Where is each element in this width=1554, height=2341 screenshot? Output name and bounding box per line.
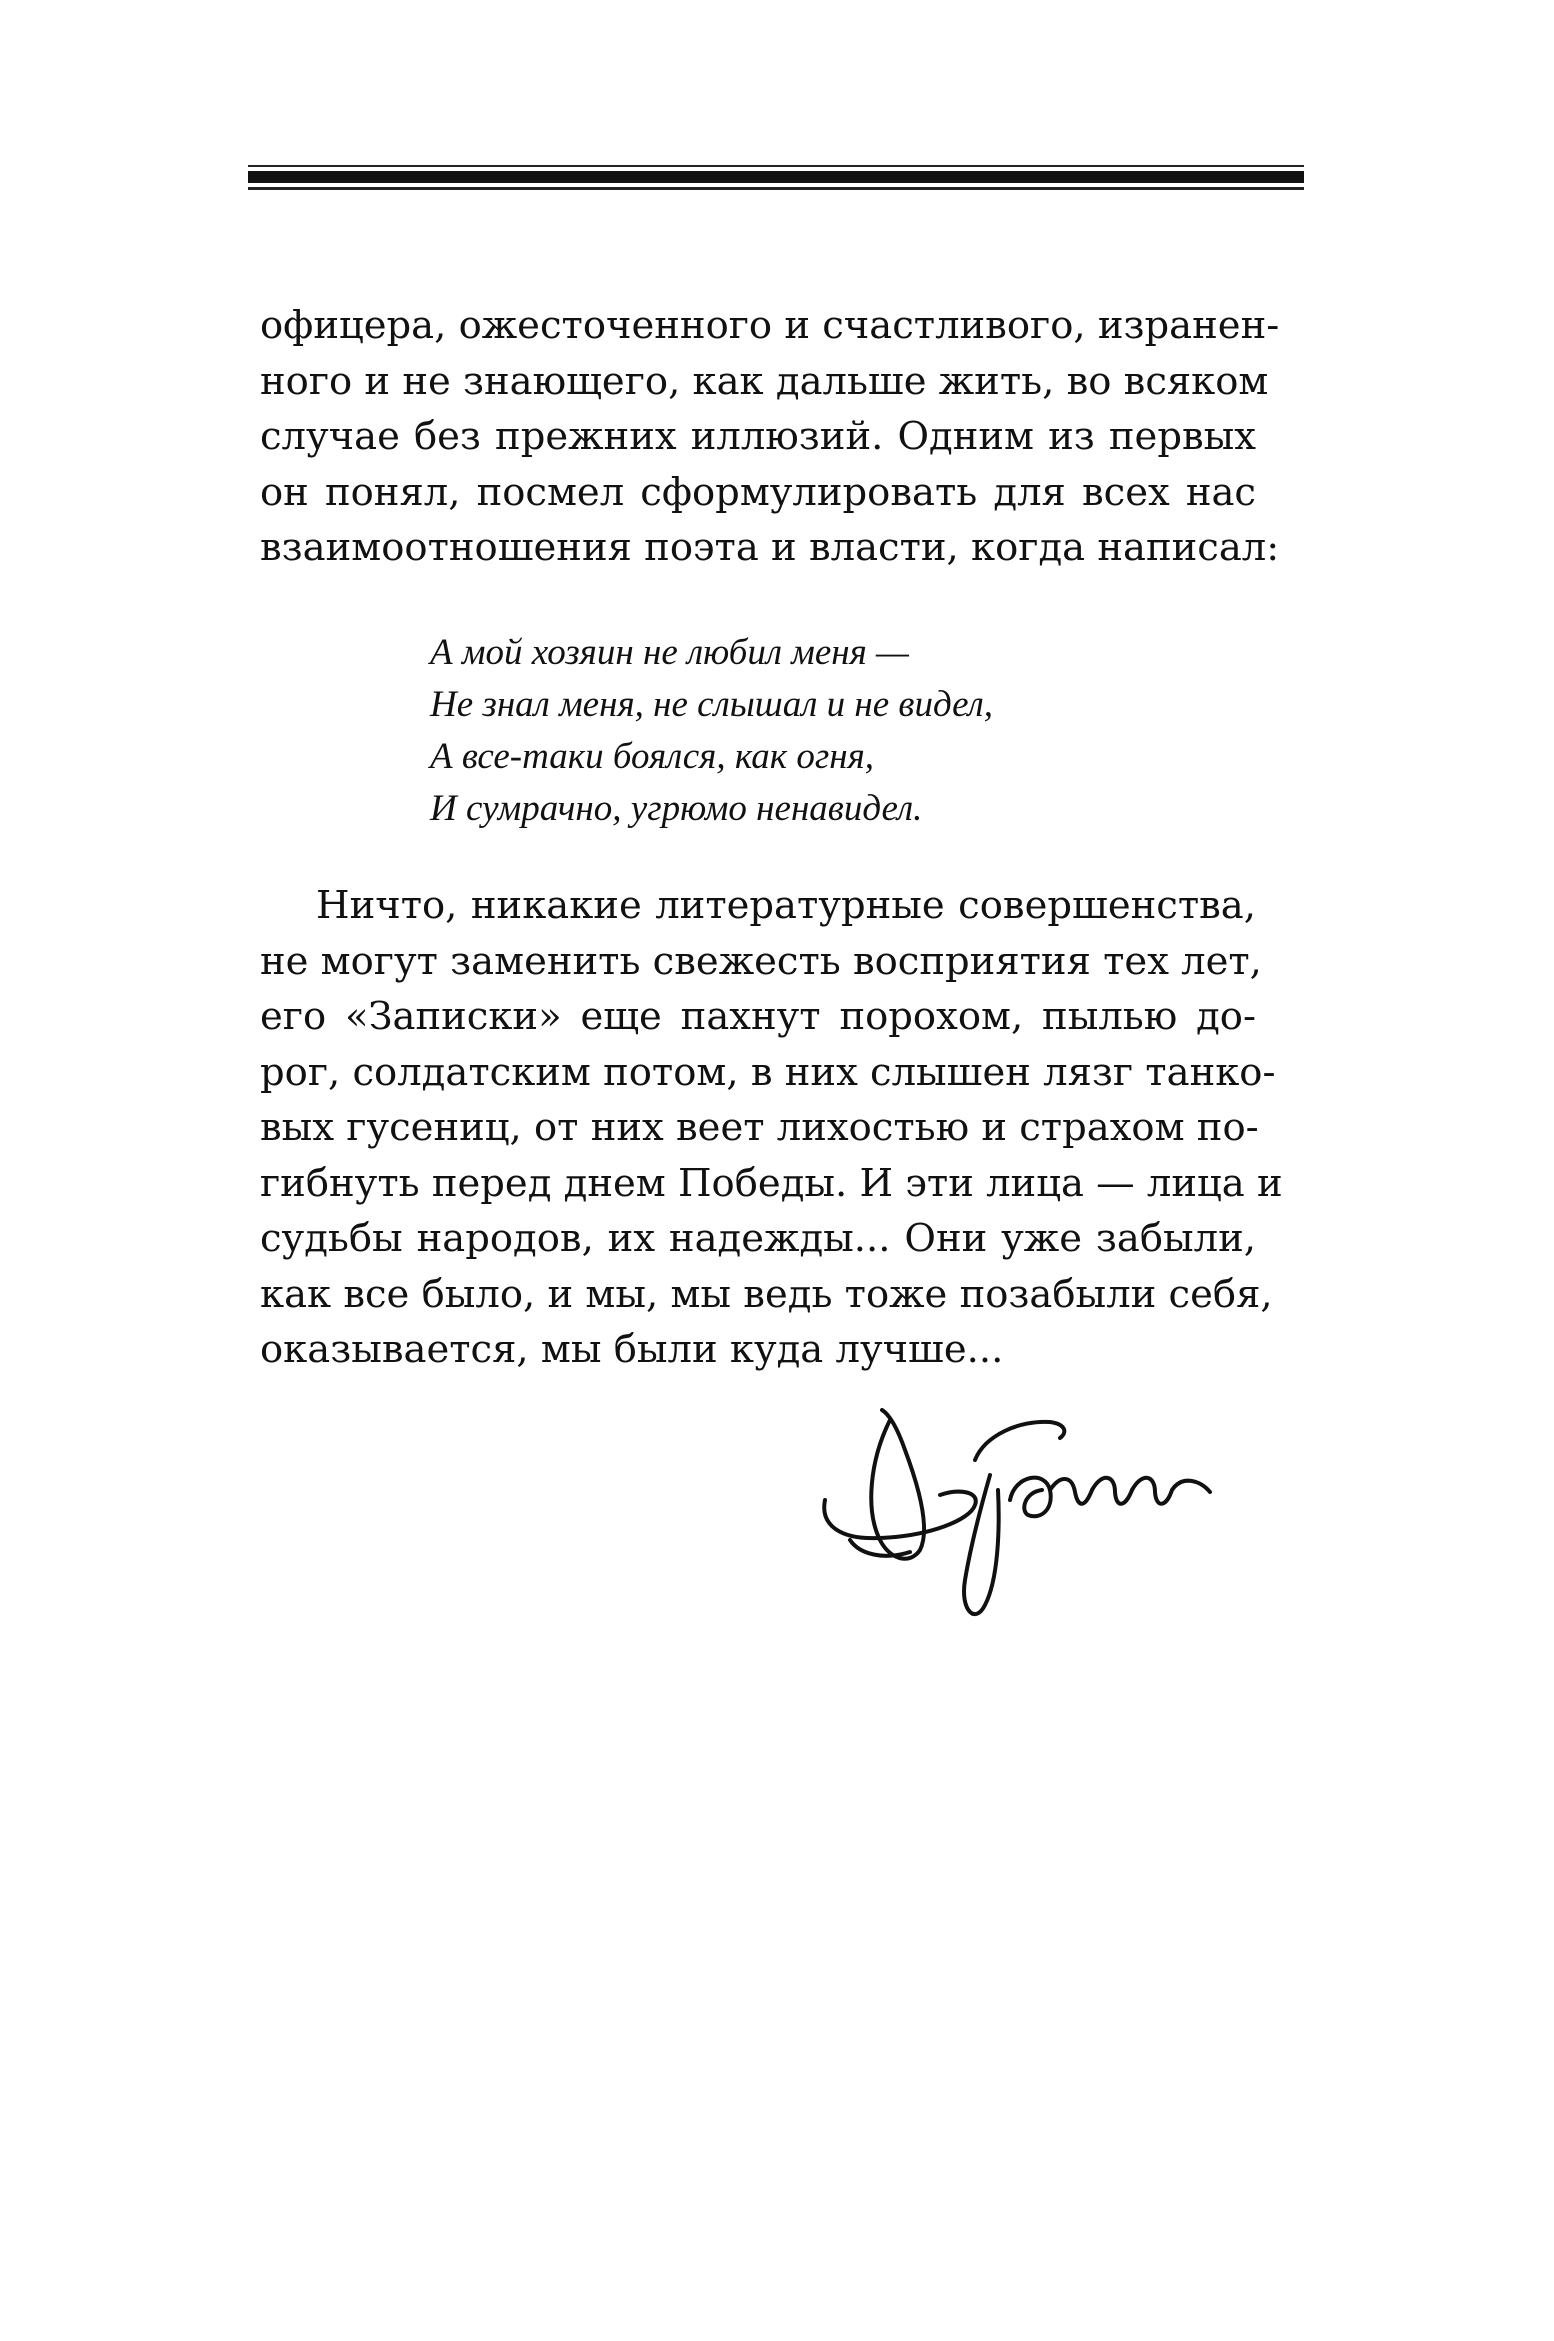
paragraph-line: Ничто, никакие литературные совершенства, — [316, 883, 1256, 928]
paragraph-line: его «Записки» еще пахнут порохом, пылью до- — [260, 994, 1256, 1039]
verse-line: А мой хозяин не любил меня — — [430, 632, 909, 673]
paragraph-2 — [260, 878, 1283, 1378]
paragraph-line: не могут заменить свежесть восприятия тех лет, — [260, 938, 1262, 984]
header-rule-thin-bottom — [248, 187, 1304, 190]
paragraph-line: судьбы народов, их надежды... Они уже забыли, — [260, 1216, 1256, 1261]
verse-line: А все-таки боялся, как огня, — [430, 736, 875, 777]
verse-line: Не знал меня, не слышал и не видел, — [430, 684, 994, 725]
header-rule-thin-top — [248, 165, 1304, 167]
paragraph-line: гибнуть перед днем Победы. И эти лица — лица и — [260, 1160, 1283, 1206]
paragraph-line: оказывается, мы были куда лучше... — [260, 1327, 1004, 1372]
paragraph-line: как все было, и мы, мы ведь тоже позабыли себя, — [260, 1271, 1273, 1317]
header-rule-thick — [248, 171, 1304, 183]
paragraph-line: случае без прежних иллюзий. Одним из первых — [260, 414, 1256, 459]
verse-line: И сумрачно, угрюмо ненавидел. — [430, 788, 923, 829]
poem-quote — [430, 627, 993, 835]
author-signature — [810, 1380, 1260, 1640]
paragraph-line: офицера, ожесточенного и счастливого, изранен- — [260, 303, 1280, 348]
paragraph-line: ного и не знающего, как дальше жить, во всяком — [260, 358, 1269, 404]
paragraph-line: вых гусениц, от них веет лихостью и страхом по- — [260, 1105, 1259, 1150]
paragraph-line: он понял, посмел сформулировать для всех нас — [260, 469, 1256, 515]
paragraph-1 — [260, 298, 1280, 576]
paragraph-line: взаимоотношения поэта и власти, когда написал: — [260, 525, 1280, 570]
paragraph-line: рог, солдатским потом, в них слышен лязг танко- — [260, 1049, 1276, 1095]
